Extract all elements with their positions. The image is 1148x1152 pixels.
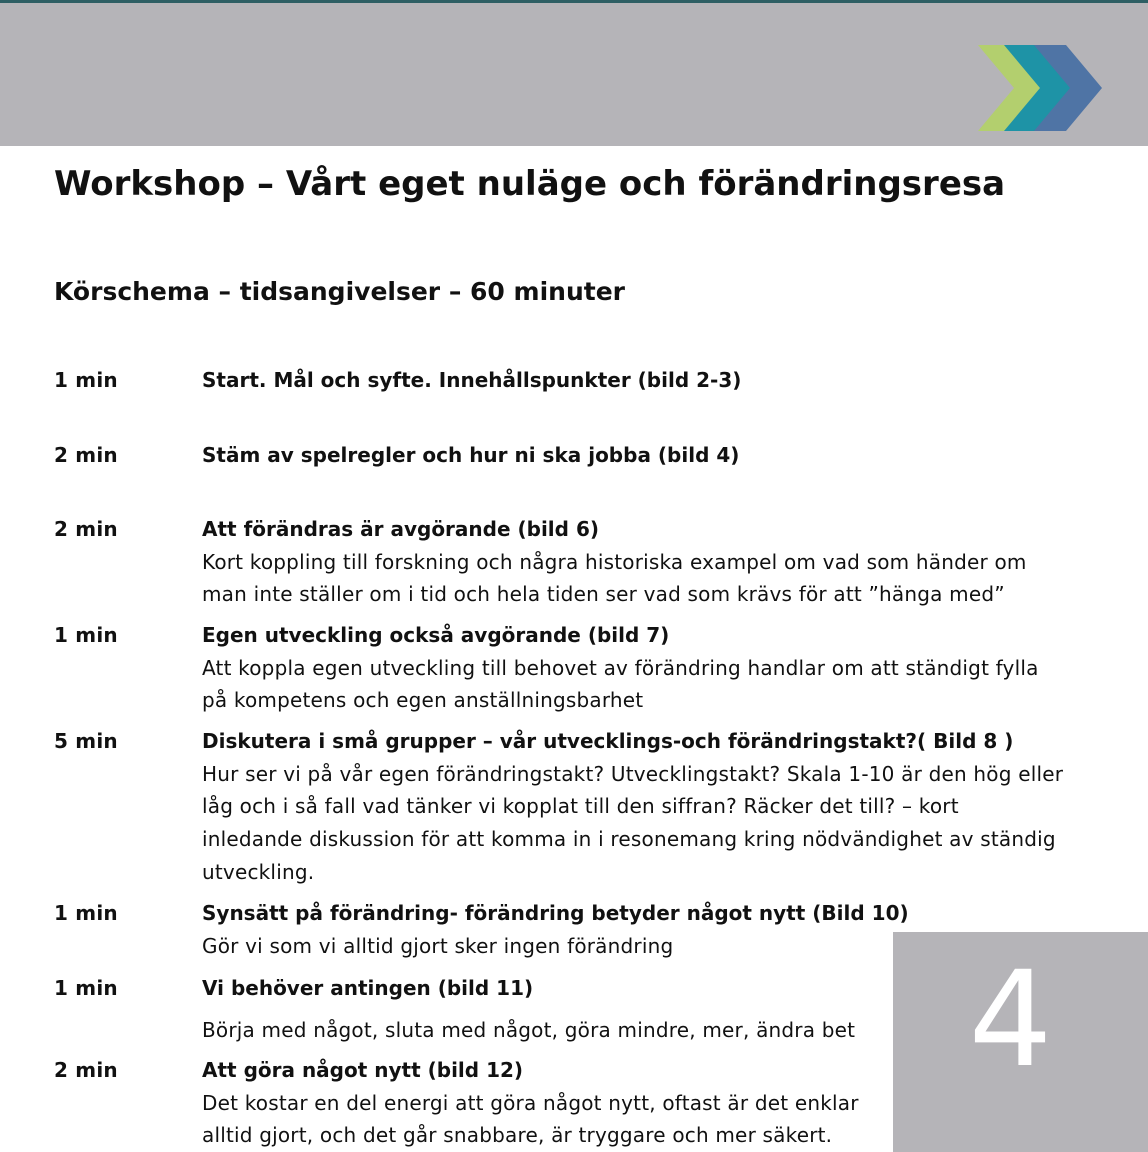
agenda-description-line: man inte ställer om i tid och hela tiden ser vad som krävs för att ”hänga med” bbox=[202, 582, 1005, 606]
agenda-duration: 1 min bbox=[54, 976, 118, 1000]
page-number: 4 bbox=[968, 943, 1053, 1097]
agenda-heading: Egen utveckling också avgörande (bild 7) bbox=[202, 623, 670, 647]
agenda-description-line: låg och i så fall vad tänker vi kopplat till den siffran? Räcker det till? – kort bbox=[202, 794, 959, 818]
agenda-duration: 5 min bbox=[54, 729, 118, 753]
agenda-description-line: Att koppla egen utveckling till behovet av förändring handlar om att ständigt fylla bbox=[202, 656, 1039, 680]
agenda-description-line: Kort koppling till forskning och några historiska exampel om vad som händer om bbox=[202, 550, 1027, 574]
triple-chevron-logo-icon bbox=[968, 39, 1110, 137]
agenda-duration: 2 min bbox=[54, 517, 118, 541]
agenda-heading: Start. Mål och syfte. Innehållspunkter (bild 2-3) bbox=[202, 368, 742, 392]
document-title: Workshop – Vårt eget nuläge och förändringsresa bbox=[54, 164, 1006, 204]
agenda-description-line: alltid gjort, och det går snabbare, är tryggare och mer säkert. bbox=[202, 1123, 833, 1147]
agenda-heading: Diskutera i små grupper – vår utvecklings-och förändringstakt?( Bild 8 ) bbox=[202, 729, 1014, 753]
agenda-duration: 1 min bbox=[54, 623, 118, 647]
agenda-description-line: inledande diskussion för att komma in i resonemang kring nödvändighet av ständig bbox=[202, 827, 1056, 851]
agenda-duration: 1 min bbox=[54, 901, 118, 925]
agenda-description-line: Det kostar en del energi att göra något nytt, oftast är det enklar bbox=[202, 1091, 859, 1115]
agenda-description-line: på kompetens och egen anställningsbarhet bbox=[202, 688, 644, 712]
agenda-duration: 2 min bbox=[54, 443, 118, 467]
header-band bbox=[0, 0, 1148, 146]
agenda-description-line: Börja med något, sluta med något, göra mindre, mer, ändra bet bbox=[202, 1018, 856, 1042]
agenda-description-line: Gör vi som vi alltid gjort sker ingen förändring bbox=[202, 934, 674, 958]
agenda-heading: Stäm av spelregler och hur ni ska jobba (bild 4) bbox=[202, 443, 740, 467]
page-number-box bbox=[893, 932, 1148, 1152]
schedule-subtitle: Körschema – tidsangivelser – 60 minuter bbox=[54, 277, 625, 306]
agenda-heading: Vi behöver antingen (bild 11) bbox=[202, 976, 534, 1000]
agenda-description-line: utveckling. bbox=[202, 860, 315, 884]
agenda-duration: 2 min bbox=[54, 1058, 118, 1082]
agenda-heading: Att göra något nytt (bild 12) bbox=[202, 1058, 524, 1082]
agenda-duration: 1 min bbox=[54, 368, 118, 392]
agenda-heading: Synsätt på förändring- förändring betyder något nytt (Bild 10) bbox=[202, 901, 909, 925]
agenda-description-line: Hur ser vi på vår egen förändringstakt? Utvecklingstakt? Skala 1-10 är den hög eller bbox=[202, 762, 1064, 786]
agenda-heading: Att förändras är avgörande (bild 6) bbox=[202, 517, 600, 541]
